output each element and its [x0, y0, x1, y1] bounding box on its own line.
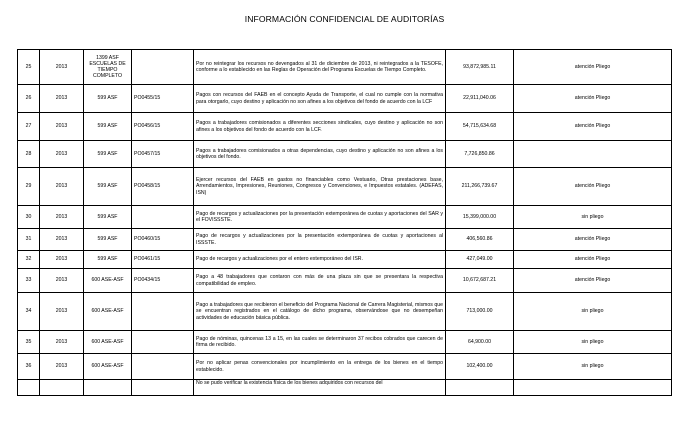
- table-row: [18, 251, 672, 269]
- table-row: [18, 50, 672, 85]
- row-reference: [132, 331, 194, 354]
- row-number: 29: [18, 168, 40, 206]
- row-status: atención Pliego: [514, 251, 672, 269]
- row-status: sin pliego: [514, 206, 672, 229]
- row-description: Pago a trabajadores que recibieron el beneficio del Programa Nacional de Carrera Magisterial, mismos que se encuentran registrados en el catálogo de dicho programa, observándose que no desempeñan actividades de educación básica pública.: [194, 293, 446, 331]
- table-row: [18, 168, 672, 206]
- row-status: sin pliego: [514, 331, 672, 354]
- row-amount: 10,672,687.21: [446, 269, 514, 293]
- row-year: 2013: [40, 141, 84, 168]
- row-year: 2013: [40, 331, 84, 354]
- row-audit: 600 ASE-ASF: [84, 269, 132, 293]
- row-audit: 599 ASF: [84, 113, 132, 141]
- row-reference: [132, 380, 194, 396]
- row-number: 36: [18, 354, 40, 380]
- table-row: [18, 113, 672, 141]
- table-row: [18, 354, 672, 380]
- row-audit: 599 ASF: [84, 168, 132, 206]
- row-year: 2013: [40, 206, 84, 229]
- row-number: 35: [18, 331, 40, 354]
- row-number: 34: [18, 293, 40, 331]
- row-amount: 427,049.00: [446, 251, 514, 269]
- row-amount: 54,715,634.68: [446, 113, 514, 141]
- row-amount: 22,911,040.06: [446, 85, 514, 113]
- row-description: Por no reintegrar los recursos no devengados al 31 de diciembre de 2013, ni reintegrados a la TESOFE, conforme a lo establecido en las Reglas de Operación del Programa Escuelas de Tiempo Completo.: [194, 50, 446, 85]
- row-number: 28: [18, 141, 40, 168]
- row-amount: 713,000.00: [446, 293, 514, 331]
- row-description: Pagos a trabajadores comisionados a diferentes secciones sindicales, cuyo destino y aplicación no son afines a los objetivos del fondo de acuerdo con la LCF.: [194, 113, 446, 141]
- row-reference: [132, 206, 194, 229]
- row-year: [40, 380, 84, 396]
- row-audit: 600 ASE-ASF: [84, 331, 132, 354]
- row-description: Pago a 48 trabajadores que contaron con más de una plaza sin que se presentara la respectiva compatibilidad de empleo.: [194, 269, 446, 293]
- audit-table: [17, 49, 672, 396]
- row-number: 31: [18, 229, 40, 251]
- row-amount: 102,400.00: [446, 354, 514, 380]
- row-amount: 406,560.86: [446, 229, 514, 251]
- row-audit: 600 ASE-ASF: [84, 293, 132, 331]
- row-status: atención Pliego: [514, 229, 672, 251]
- row-year: 2013: [40, 113, 84, 141]
- row-number: 26: [18, 85, 40, 113]
- row-audit: [84, 380, 132, 396]
- row-description: Ejercer recursos del FAEB en gastos no financiables como Vestuario, Otras prestaciones base, Arrendamientos, Impresiones, Reuniones, Congresos y Convenciones, e Impuestos estatales. (ADEFAS, ISN): [194, 168, 446, 206]
- row-number: 27: [18, 113, 40, 141]
- row-status: atención Pliego: [514, 113, 672, 141]
- row-status: [514, 141, 672, 168]
- row-status: atención Pliego: [514, 85, 672, 113]
- row-description: Pago de nóminas, quincenas 13 a 15, en las cuales se determinaron 37 recibos cobrados que carecen de firma de recibido.: [194, 331, 446, 354]
- table-row: [18, 380, 672, 396]
- row-reference: PO0458/15: [132, 168, 194, 206]
- row-number: [18, 380, 40, 396]
- row-year: 2013: [40, 168, 84, 206]
- row-year: 2013: [40, 85, 84, 113]
- row-year: 2013: [40, 269, 84, 293]
- row-amount: [446, 380, 514, 396]
- row-reference: PO0457/15: [132, 141, 194, 168]
- table-row: [18, 141, 672, 168]
- row-audit: 600 ASE-ASF: [84, 354, 132, 380]
- row-description: No se pudo verificar la existencia física de los bienes adquiridos con recursos del: [194, 380, 446, 396]
- row-description: Pagos con recursos del FAEB en el concepto Ayuda de Transporte, el cual no cumple con la normativa para otorgarlo, cuyo destino y aplicación no son afines a los objetivos del fondo de acuerdo con la LCF: [194, 85, 446, 113]
- row-audit: 599 ASF: [84, 251, 132, 269]
- row-reference: [132, 354, 194, 380]
- row-audit: 599 ASF: [84, 141, 132, 168]
- row-reference: PO0461/15: [132, 251, 194, 269]
- row-description: Por no aplicar penas convencionales por incumplimiento en la entrega de los bienes en el tiempo establecido.: [194, 354, 446, 380]
- row-amount: 64,900.00: [446, 331, 514, 354]
- row-reference: [132, 50, 194, 85]
- row-number: 30: [18, 206, 40, 229]
- row-year: 2013: [40, 50, 84, 85]
- row-audit: 599 ASF: [84, 229, 132, 251]
- row-reference: PO0460/15: [132, 229, 194, 251]
- row-description: Pago de recargos y actualizaciones por la presentación extemporánea de cuotas y aportaciones del SAR y el FOVISSSTE.: [194, 206, 446, 229]
- row-amount: 211,266,739.67: [446, 168, 514, 206]
- row-description: Pago de recargos y actualizaciones por la presentación extemporánea de cuotas y aportaciones al ISSSTE.: [194, 229, 446, 251]
- table-row: [18, 85, 672, 113]
- row-audit: 1399 ASF ESCUELAS DE TIEMPO COMPLETO: [84, 50, 132, 85]
- row-year: 2013: [40, 229, 84, 251]
- row-number: 33: [18, 269, 40, 293]
- table-row: [18, 293, 672, 331]
- row-reference: PO0434/15: [132, 269, 194, 293]
- row-reference: PO0456/15: [132, 113, 194, 141]
- row-amount: 15,399,000.00: [446, 206, 514, 229]
- row-year: 2013: [40, 251, 84, 269]
- row-reference: [132, 293, 194, 331]
- row-amount: 93,872,985.11: [446, 50, 514, 85]
- row-number: 32: [18, 251, 40, 269]
- table-row: [18, 206, 672, 229]
- row-description: Pago de recargos y actualizaciones por el entero extemporáneo del ISR.: [194, 251, 446, 269]
- row-year: 2013: [40, 354, 84, 380]
- row-status: [514, 380, 672, 396]
- row-description: Pagos a trabajadores comisionados a otras dependencias, cuyo destino y aplicación no son afines a los objetivos del fondo.: [194, 141, 446, 168]
- row-audit: 599 ASF: [84, 206, 132, 229]
- row-reference: PO0455/15: [132, 85, 194, 113]
- page-title: INFORMACIÓN CONFIDENCIAL DE AUDITORÍAS: [244, 14, 445, 24]
- row-status: sin pliego: [514, 293, 672, 331]
- row-number: 25: [18, 50, 40, 85]
- row-audit: 599 ASF: [84, 85, 132, 113]
- table-row: [18, 331, 672, 354]
- row-status: atención Pliego: [514, 50, 672, 85]
- table-row: [18, 229, 672, 251]
- row-status: atención Pliego: [514, 269, 672, 293]
- row-status: atención Pliego: [514, 168, 672, 206]
- row-amount: 7,726,850.86: [446, 141, 514, 168]
- row-status: sin pliego: [514, 354, 672, 380]
- table-row: [18, 269, 672, 293]
- row-year: 2013: [40, 293, 84, 331]
